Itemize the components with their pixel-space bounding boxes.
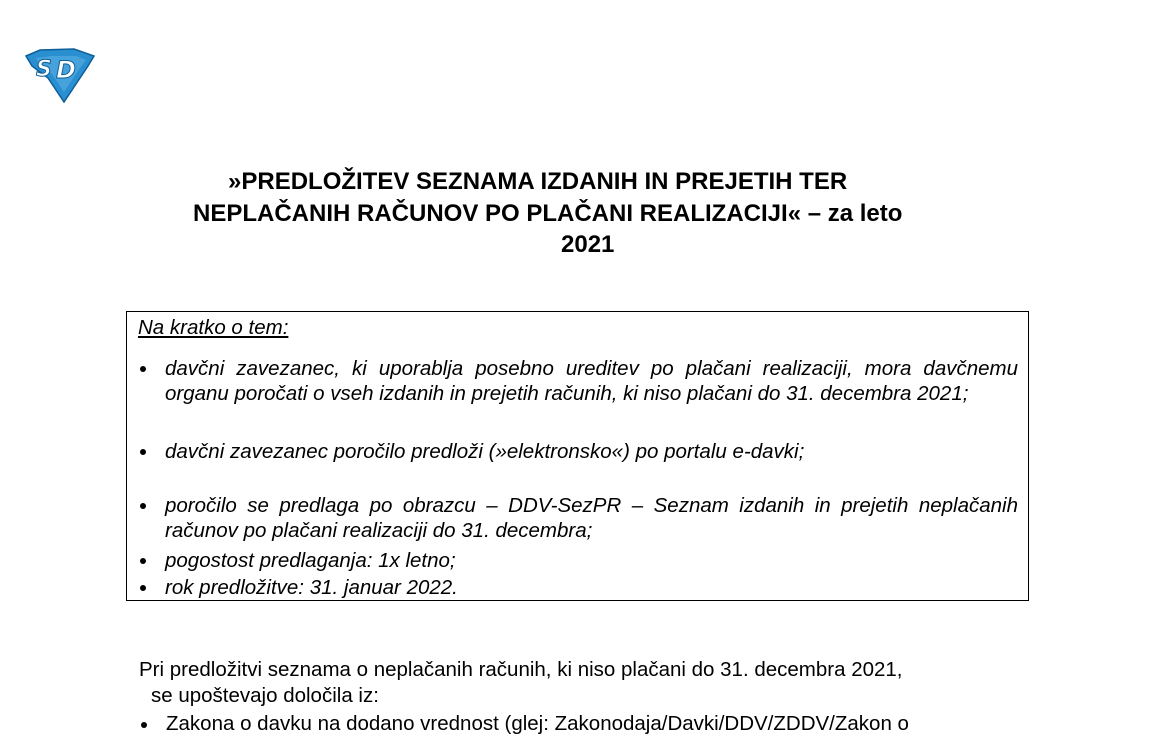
summary-heading: Na kratko o tem: bbox=[138, 316, 289, 339]
summary-box bbox=[126, 311, 1029, 601]
summary-item: pogostost predlaganja: 1x letno; bbox=[165, 548, 1018, 573]
summary-item: davčni zavezanec poročilo predloži (»elektronsko«) po portalu e-davki; bbox=[165, 439, 1018, 464]
summary-item: poročilo se predlaga po obrazcu – DDV-SezPR – Seznam izdanih in prejetih neplačanih računov po plačani realizaciji do 31. decembra; bbox=[165, 494, 1018, 542]
title-line-3: 2021 bbox=[561, 231, 615, 258]
paragraph-line-2: se upoštevajo določila iz: bbox=[151, 684, 379, 707]
title-line-2: NEPLAČANIH RAČUNOV PO PLAČANI REALIZACIJI« – za leto bbox=[193, 200, 903, 227]
law-list-item: Zakona o davku na dodano vrednost (glej: Zakonodaja/Davki/DDV/ZDDV/Zakon o bbox=[166, 712, 909, 735]
intro-paragraph bbox=[139, 657, 1029, 709]
svg-text:S: S bbox=[36, 57, 52, 82]
title-line-1: »PREDLOŽITEV SEZNAMA IZDANIH IN PREJETIH TER bbox=[228, 168, 848, 195]
svg-text:D: D bbox=[56, 56, 76, 84]
sd-shield-logo-icon bbox=[22, 48, 96, 104]
paragraph-line-1: Pri predložitvi seznama o neplačanih računih, ki niso plačani do 31. decembra 2021, bbox=[139, 658, 903, 681]
summary-item: davčni zavezanec, ki uporablja posebno ureditev po plačani realizaciji, mora davčnemu organu poročati o vseh izdanih in prejetih računih, ki niso plačani do 31. decembra 2021; bbox=[165, 357, 1018, 405]
summary-item: rok predložitve: 31. januar 2022. bbox=[165, 575, 1018, 600]
